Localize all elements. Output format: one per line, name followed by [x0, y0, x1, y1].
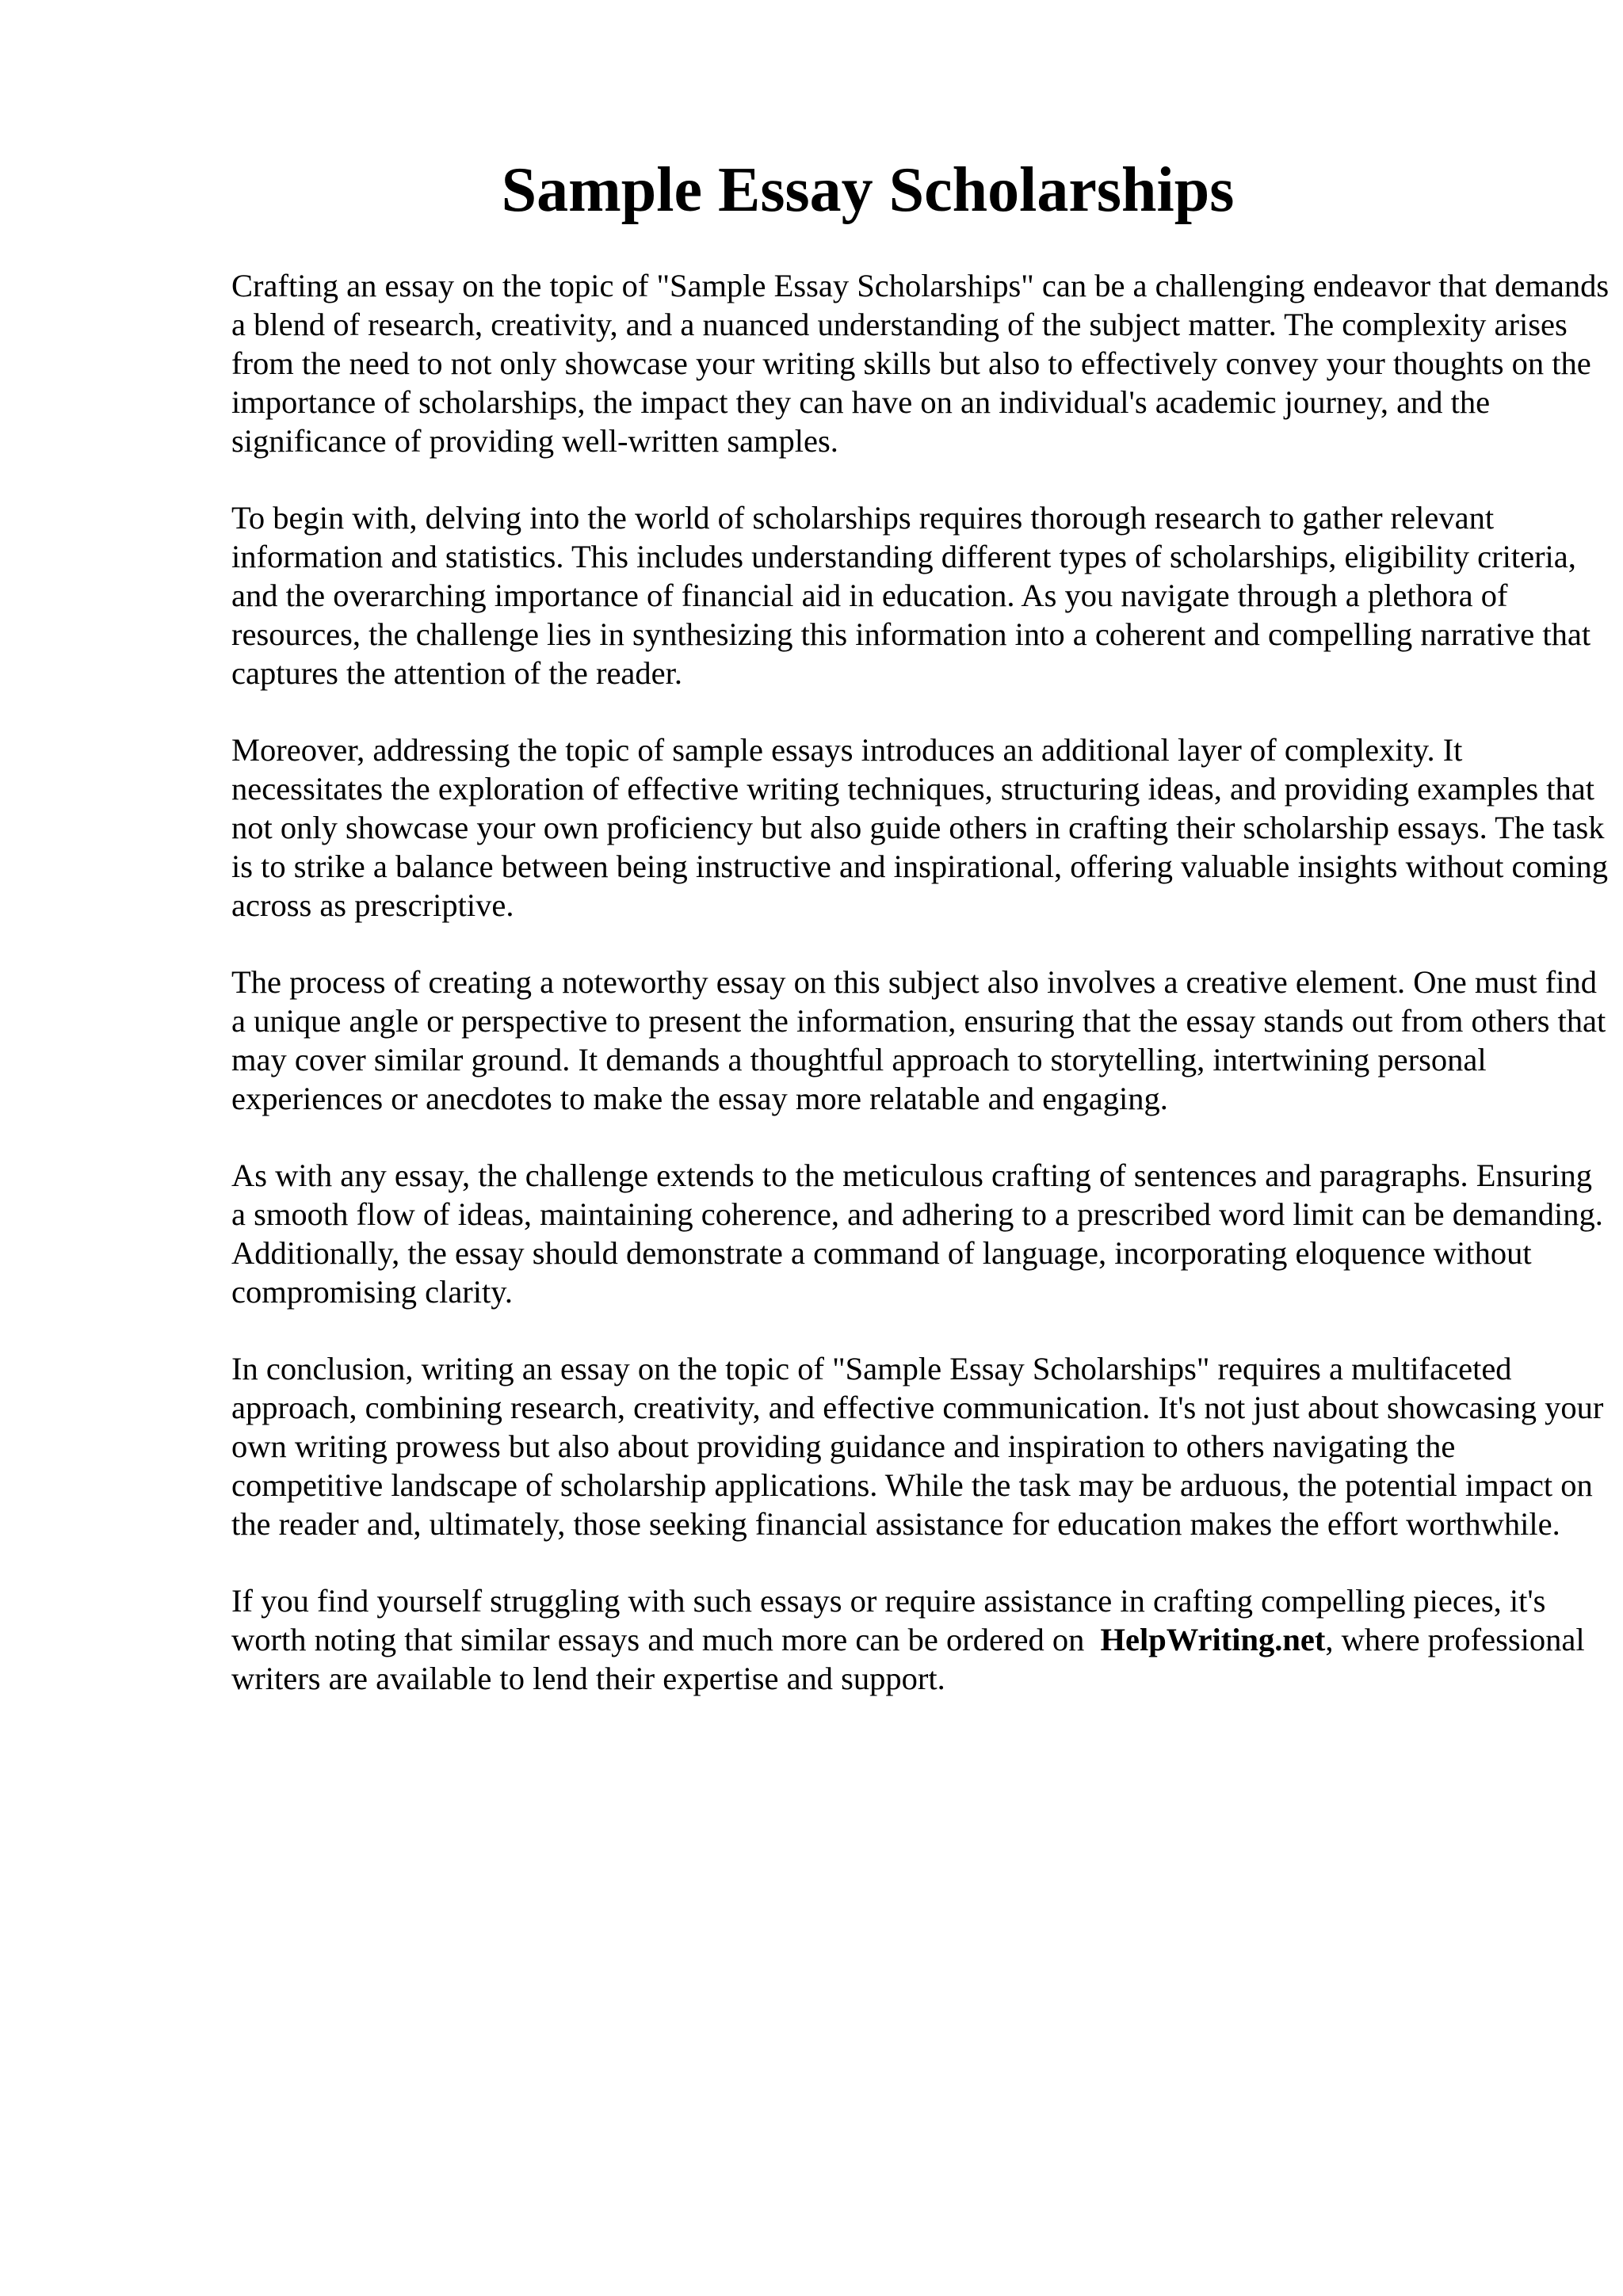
paragraph-1: Crafting an essay on the topic of "Sample Essay Scholarships" can be a challenging endeavor that demands a blend of research, creativity, and a nuanced understanding of the subject matter. The complexity arises from the need to not only showcase your writing skills but also to effectively convey your thoughts on the importance of scholarships, the impact they can have on an individual's academic journey, and the significance of providing well-written samples.: [231, 268, 1610, 459]
helpwriting-link[interactable]: HelpWriting.net: [1100, 1622, 1326, 1657]
paragraph-2: To begin with, delving into the world of scholarships requires thorough research to gather relevant information and statistics. This includes understanding different types of scholarships, eligibility criteria, and the overarching importance of financial aid in education. As you navigate through a plethora of resources, the challenge lies in synthesizing this information into a coherent and compelling narrative that captures the attention of the reader.: [231, 500, 1591, 691]
essay-body: [231, 266, 1610, 1698]
paragraph-6: In conclusion, writing an essay on the topic of "Sample Essay Scholarships" requires a multifaceted approach, combining research, creativity, and effective communication. It's not just about showcasing your own writing prowess but also about providing guidance and inspiration to others navigating the competitive landscape of scholarship applications. While the task may be arduous, the potential impact on the reader and, ultimately, those seeking financial assistance for education makes the effort worthwhile.: [231, 1351, 1604, 1542]
closing-text-after-link: , where professional writers are available to lend their expertise and support.: [231, 1622, 1585, 1696]
closing-text-before-link: If you find yourself struggling with such essays or require assistance in crafting compelling pieces, it's worth noting that similar essays and much more can be ordered on: [231, 1583, 1546, 1657]
paragraph-3: Moreover, addressing the topic of sample essays introduces an additional layer of complexity. It necessitates the exploration of effective writing techniques, structuring ideas, and providing examples that not only showcase your own proficiency but also guide others in crafting their scholarship essays. The task is to strike a balance between being instructive and inspirational, offering valuable insights without coming across as prescriptive.: [231, 732, 1608, 923]
closing-paragraph: [231, 1581, 1610, 1698]
document-title: Sample Essay Scholarships: [501, 155, 1235, 225]
paragraph-4: The process of creating a noteworthy essay on this subject also involves a creative element. One must find a unique angle or perspective to present the information, ensuring that the essay stands out from others that may cover similar ground. It demands a thoughtful approach to storytelling, intertwining personal experiences or anecdotes to make the essay more relatable and engaging.: [231, 964, 1606, 1116]
paragraph-5: As with any essay, the challenge extends to the meticulous crafting of sentences and paragraphs. Ensuring a smooth flow of ideas, maintaining coherence, and adhering to a prescribed word limit can be demanding. Additionally, the essay should demonstrate a command of language, incorporating eloquence without compromising clarity.: [231, 1158, 1603, 1310]
